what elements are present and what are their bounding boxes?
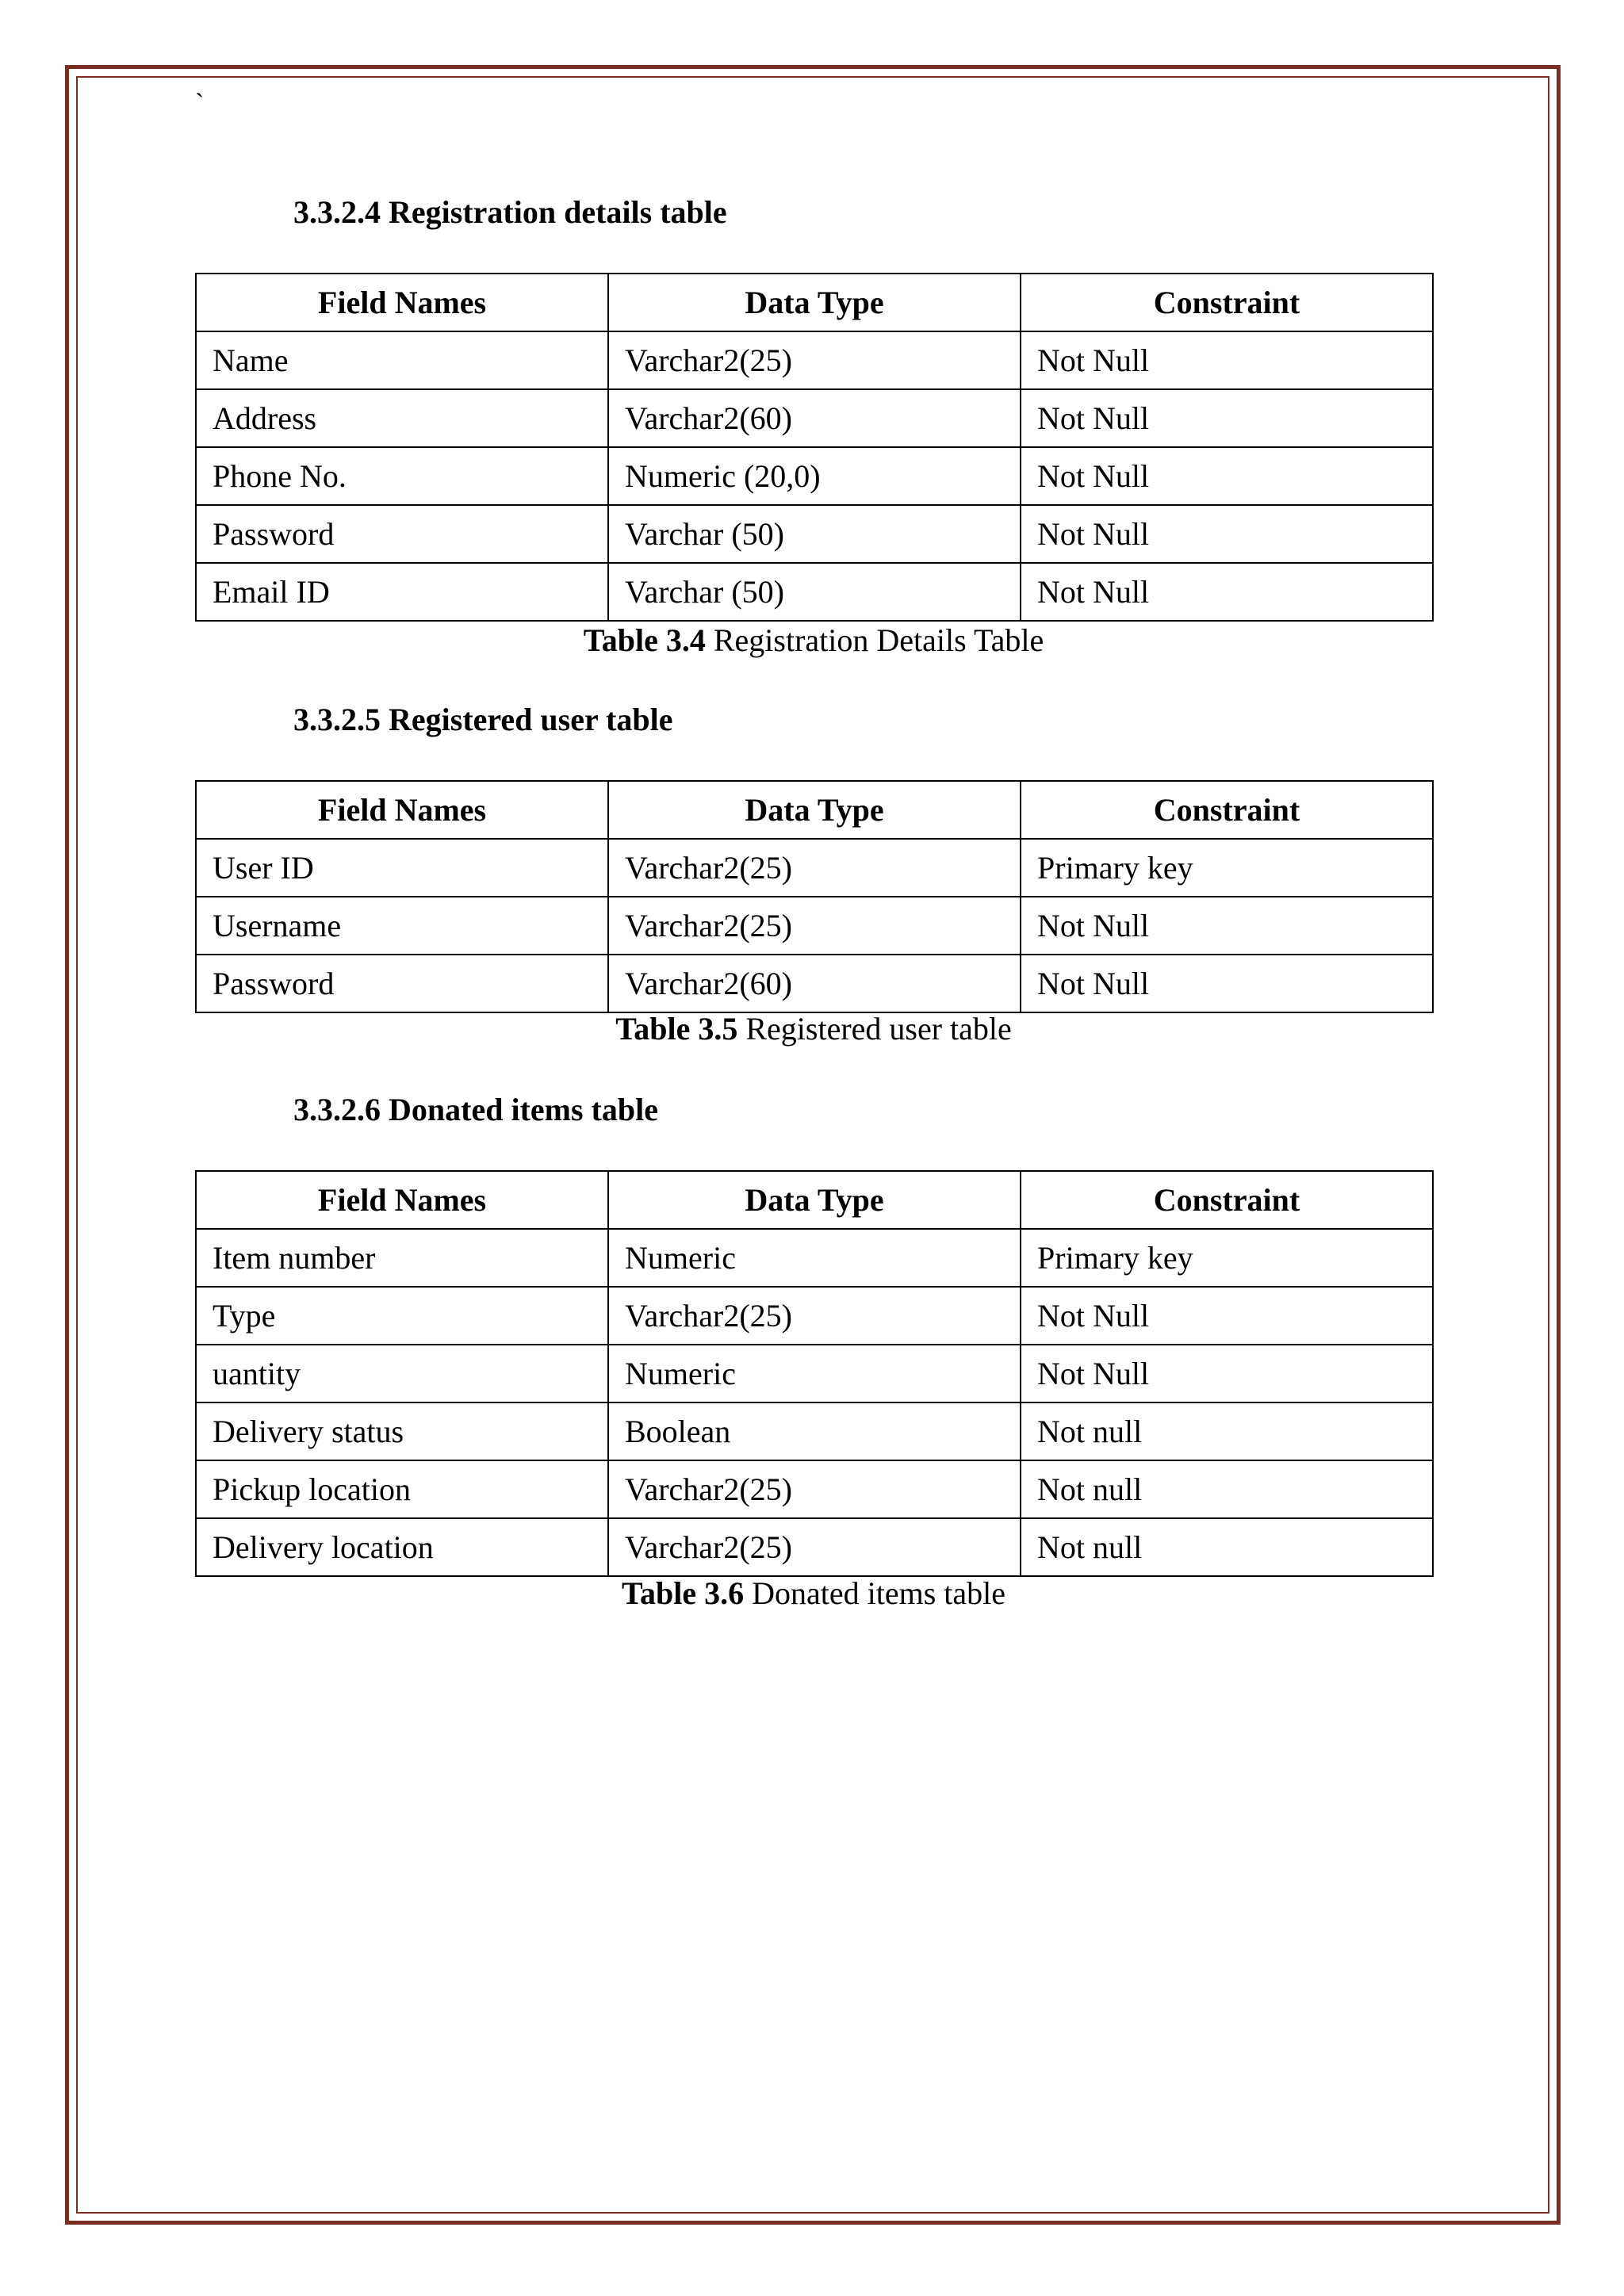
column-header: Constraint xyxy=(1021,781,1433,839)
table-caption xyxy=(195,1575,1432,1612)
table-cell: Not Null xyxy=(1021,447,1433,505)
stray-mark: ` xyxy=(195,89,205,118)
table-cell: Password xyxy=(196,955,608,1012)
table-cell: Numeric xyxy=(608,1345,1021,1402)
table-cell: Email ID xyxy=(196,563,608,621)
table-cell: Not Null xyxy=(1021,331,1433,389)
table-cell: Varchar2(60) xyxy=(608,389,1021,447)
table-cell: Numeric xyxy=(608,1229,1021,1287)
table-cell: Not null xyxy=(1021,1518,1433,1576)
table-row xyxy=(196,331,1433,389)
table-row xyxy=(196,1402,1433,1460)
table-cell: Varchar2(25) xyxy=(608,331,1021,389)
table-header-row xyxy=(196,274,1433,331)
table-cell: Not Null xyxy=(1021,1287,1433,1345)
caption-label: Table 3.4 xyxy=(583,622,706,658)
table-cell: Pickup location xyxy=(196,1460,608,1518)
table-row xyxy=(196,447,1433,505)
caption-label: Table 3.6 xyxy=(621,1575,745,1611)
table-row xyxy=(196,389,1433,447)
table-cell: Not Null xyxy=(1021,389,1433,447)
table-header-row xyxy=(196,781,1433,839)
table-caption xyxy=(195,622,1432,659)
table-cell: Not Null xyxy=(1021,897,1433,955)
table-cell: Password xyxy=(196,505,608,563)
section-heading: 3.3.2.4 Registration details table xyxy=(293,194,727,230)
column-header: Constraint xyxy=(1021,274,1433,331)
section-heading: 3.3.2.6 Donated items table xyxy=(293,1092,658,1127)
column-header: Field Names xyxy=(196,274,608,331)
column-header: Data Type xyxy=(608,274,1021,331)
table-cell: Not Null xyxy=(1021,563,1433,621)
table-cell: Varchar2(25) xyxy=(608,1460,1021,1518)
table-row xyxy=(196,839,1433,897)
registered-user-table xyxy=(195,780,1434,1013)
table-cell: Item number xyxy=(196,1229,608,1287)
caption-text: Registered user table xyxy=(737,1011,1012,1047)
table-cell: Address xyxy=(196,389,608,447)
table-cell: Not null xyxy=(1021,1460,1433,1518)
table-header-row xyxy=(196,1171,1433,1229)
table-row xyxy=(196,1518,1433,1576)
table-row xyxy=(196,1460,1433,1518)
caption-label: Table 3.5 xyxy=(615,1011,738,1047)
caption-text: Registration Details Table xyxy=(705,622,1044,658)
table-row xyxy=(196,897,1433,955)
caption-text: Donated items table xyxy=(744,1575,1006,1611)
table-cell: Not null xyxy=(1021,1402,1433,1460)
table-cell: Primary key xyxy=(1021,1229,1433,1287)
table-cell: Username xyxy=(196,897,608,955)
table-row xyxy=(196,1229,1433,1287)
section-heading: 3.3.2.5 Registered user table xyxy=(293,702,673,737)
table-row xyxy=(196,563,1433,621)
table-cell: Varchar2(25) xyxy=(608,839,1021,897)
table-cell: User ID xyxy=(196,839,608,897)
table-cell: Varchar (50) xyxy=(608,505,1021,563)
table-row xyxy=(196,1345,1433,1402)
table-cell: Varchar2(25) xyxy=(608,1287,1021,1345)
table-cell: Numeric (20,0) xyxy=(608,447,1021,505)
column-header: Field Names xyxy=(196,1171,608,1229)
column-header: Data Type xyxy=(608,781,1021,839)
table-cell: Not Null xyxy=(1021,505,1433,563)
table-cell: Varchar (50) xyxy=(608,563,1021,621)
table-cell: uantity xyxy=(196,1345,608,1402)
column-header: Data Type xyxy=(608,1171,1021,1229)
table-cell: Not Null xyxy=(1021,1345,1433,1402)
column-header: Field Names xyxy=(196,781,608,839)
table-caption xyxy=(195,1010,1432,1047)
table-cell: Varchar2(25) xyxy=(608,1518,1021,1576)
table-cell: Name xyxy=(196,331,608,389)
table-cell: Boolean xyxy=(608,1402,1021,1460)
table-cell: Delivery status xyxy=(196,1402,608,1460)
table-row xyxy=(196,955,1433,1012)
registration-details-table xyxy=(195,273,1434,622)
table-row xyxy=(196,505,1433,563)
table-cell: Varchar2(60) xyxy=(608,955,1021,1012)
table-cell: Type xyxy=(196,1287,608,1345)
table-cell: Not Null xyxy=(1021,955,1433,1012)
table-row xyxy=(196,1287,1433,1345)
table-cell: Phone No. xyxy=(196,447,608,505)
table-cell: Delivery location xyxy=(196,1518,608,1576)
donated-items-table xyxy=(195,1170,1434,1577)
table-cell: Varchar2(25) xyxy=(608,897,1021,955)
column-header: Constraint xyxy=(1021,1171,1433,1229)
table-cell: Primary key xyxy=(1021,839,1433,897)
